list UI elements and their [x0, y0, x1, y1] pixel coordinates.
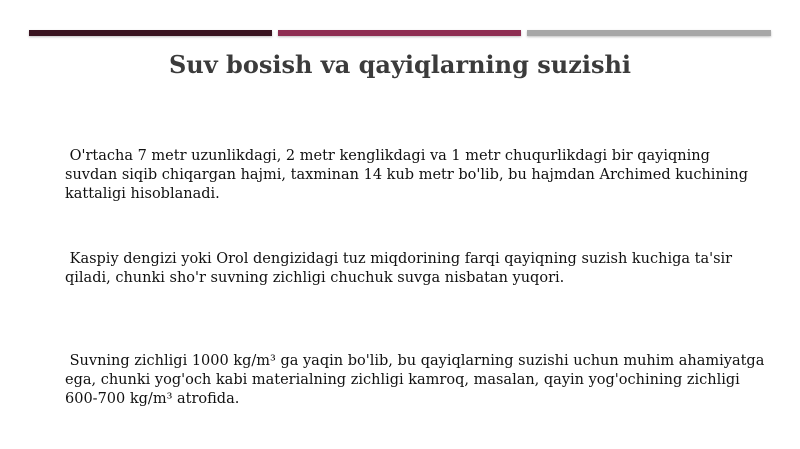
- paragraph-boat-displacement: O'rtacha 7 metr uzunlikdagi, 2 metr kenglikdagi va 1 metr chuqurlikdagi bir qayiqning suvdan siqib chiqargan hajmi, taxminan 14 kub metr bo'lib, bu hajmdan Archimed kuchining kattaligi hisoblanadi.: [65, 148, 753, 202]
- paragraph-salt-difference: Kaspiy dengizi yoki Orol dengizidagi tuz miqdorining farqi qayiqning suzish kuchiga ta'sir qiladi, chunki sho'r suvning zichligi chuchuk suvga nisbatan yuqori.: [65, 251, 737, 286]
- paragraph-water-density: Suvning zichligi 1000 kg/m³ ga yaqin bo'lib, bu qayiqlarning suzishi uchun muhim ahamiyatga ega, chunki yog'och kabi materialning zichligi kamroq, masalan, qayin yog'ochining zichligi 600-700 kg/m³ atrofida.: [65, 353, 769, 407]
- accent-bar-gray: [527, 30, 771, 36]
- accent-bar-magenta: [278, 30, 521, 36]
- slide-title: Suv bosish va qayiqlarning suzishi: [168, 50, 632, 79]
- accent-bar-dark: [29, 30, 272, 36]
